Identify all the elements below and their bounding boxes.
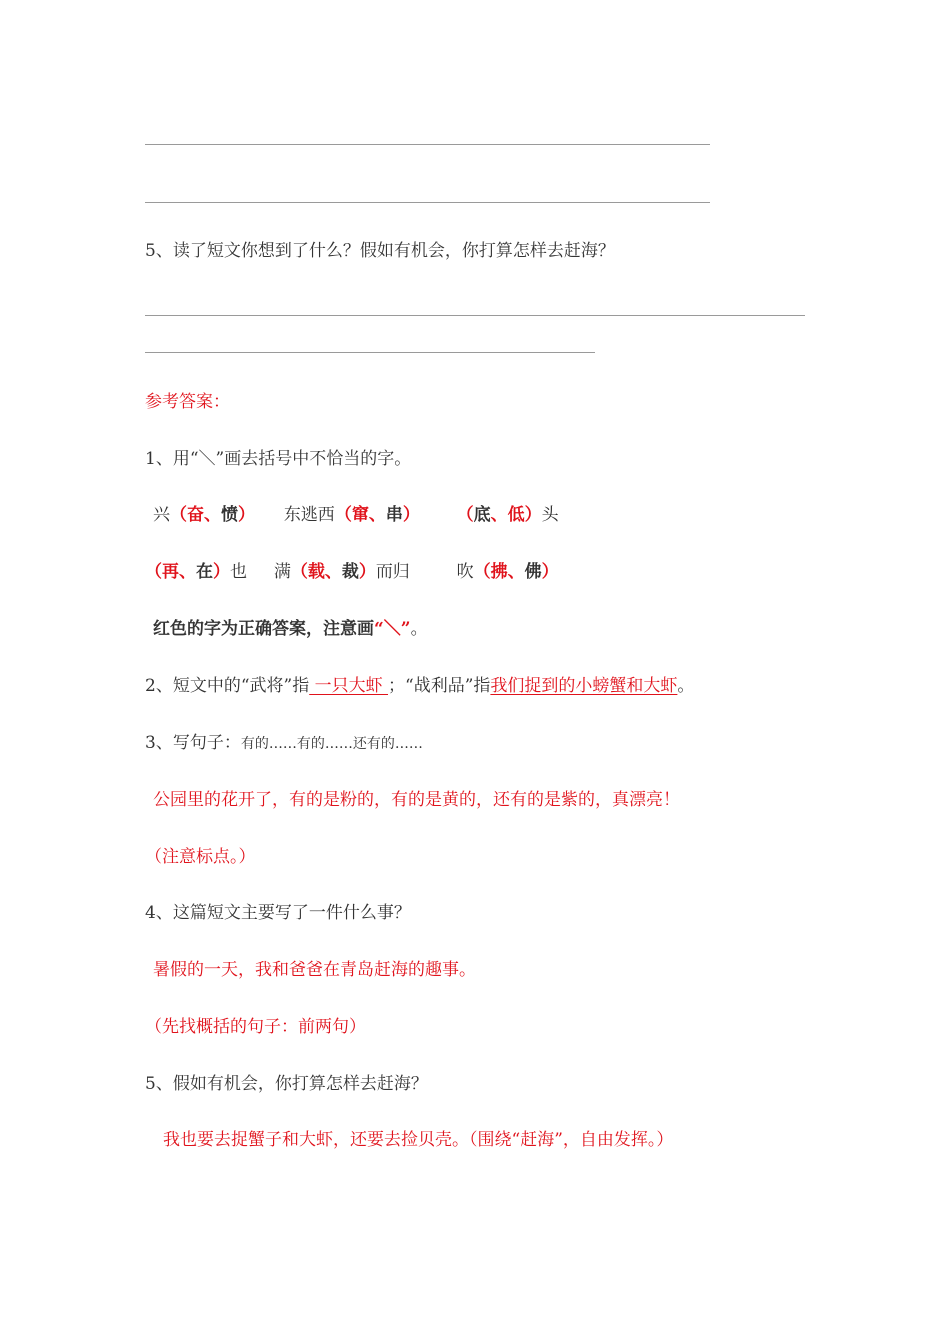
answer-1-row-2	[145, 560, 559, 584]
answer-2-blank-2: 我们捉到的小螃蟹和大虾	[490, 676, 678, 696]
question-5: 5、读了短文你想到了什么？假如有机会，你打算怎样去赶海？	[145, 241, 615, 261]
answer-rule-1	[145, 144, 710, 145]
wrong-char: 在	[196, 562, 213, 582]
word-6: 吹（拂、佛）	[456, 562, 559, 582]
answer-1-row-1	[153, 503, 559, 527]
answer-4-text: 暑假的一天，我和爸爸在青岛赶海的趣事。	[153, 960, 476, 980]
answer-rule-4	[145, 352, 595, 353]
word-1: 兴（奋、愤）	[153, 505, 255, 525]
answer-1-title: 1、用“＼”画去括号中不恰当的字。	[145, 449, 412, 469]
word-3: （底、低）头	[456, 505, 559, 525]
word-2: 东逃西（窜、串）	[283, 505, 420, 525]
answer-1-note: 红色的字为正确答案，注意画“＼”。	[153, 619, 428, 639]
correct-char: 窜	[351, 505, 369, 525]
sentence-pattern: 有的……有的……还有的……	[240, 736, 423, 752]
wrong-char: 愤	[221, 505, 238, 525]
correct-char: 低	[507, 505, 525, 525]
word-4: （再、在）也	[145, 562, 247, 582]
wrong-char: 底	[473, 505, 491, 525]
answer-rule-2	[145, 202, 710, 203]
answer-rule-3	[145, 315, 805, 316]
answer-3-title: 3、写句子：有的……有的……还有的……	[145, 733, 423, 753]
wrong-char: 裁	[341, 562, 359, 582]
answers-heading: 参考答案：	[145, 392, 230, 412]
correct-char: 拂	[490, 562, 508, 582]
answer-5-text: 我也要去捉蟹子和大虾，还要去捡贝壳。（围绕“赶海”，自由发挥。）	[163, 1130, 674, 1150]
answer-4-note: （先找概括的句子：前两句）	[145, 1017, 366, 1037]
wrong-char: 串	[385, 505, 403, 525]
wrong-char: 佛	[524, 562, 542, 582]
answer-5-title: 5、假如有机会，你打算怎样去赶海？	[145, 1074, 428, 1094]
answer-3-text: 公园里的花开了，有的是粉的，有的是黄的，还有的是紫的，真漂亮！	[153, 790, 680, 810]
correct-char: 再	[162, 562, 179, 582]
answer-3-note: （注意标点。）	[145, 847, 256, 867]
answer-2: 2、短文中的“武将”指 一只大虾 ；“战利品”指我们捉到的小螃蟹和大虾。	[145, 676, 695, 696]
correct-char: 奋	[187, 505, 204, 525]
correct-char: 载	[307, 562, 325, 582]
answer-2-blank-1: 一只大虾	[309, 676, 389, 696]
answer-4-title: 4、这篇短文主要写了一件什么事？	[145, 903, 411, 923]
word-5: 满（载、裁）而归	[273, 562, 410, 582]
